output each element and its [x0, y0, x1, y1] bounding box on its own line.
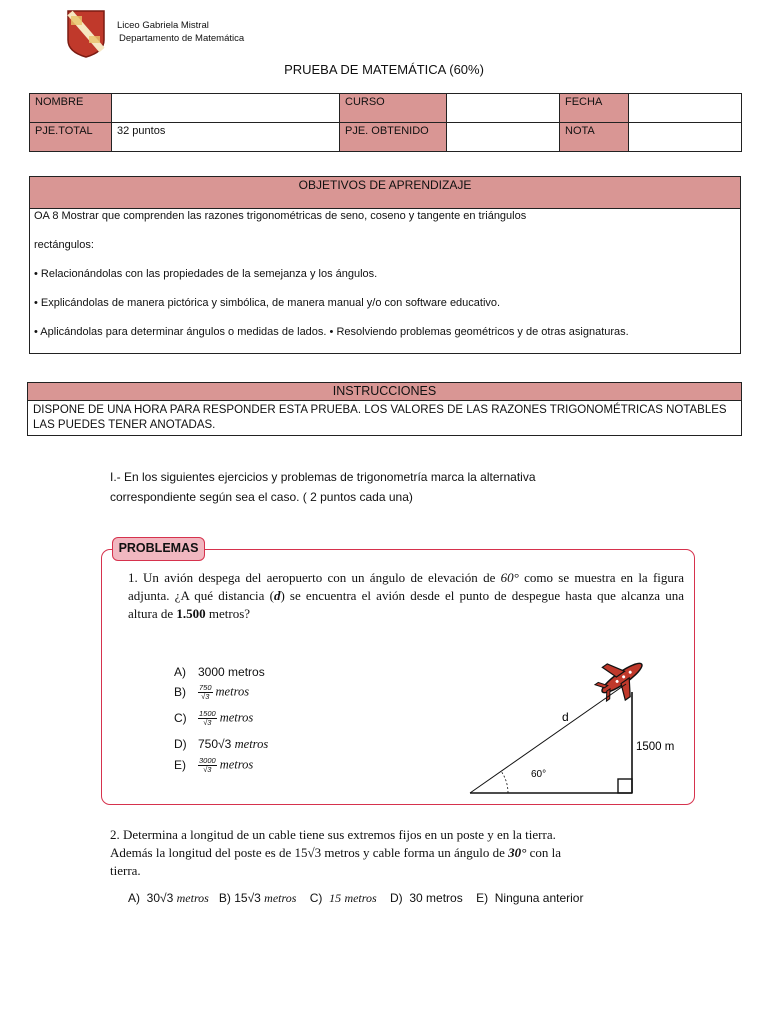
nota-label: NOTA [560, 123, 629, 152]
option-value: 15 [329, 891, 342, 905]
option-label: B) [218, 891, 231, 905]
nota-field[interactable] [629, 123, 742, 152]
option-label: C) [309, 891, 323, 905]
q1-variable: d [273, 588, 281, 603]
airplane-icon [589, 648, 653, 709]
option-value: 30√3 [146, 891, 174, 905]
fraction-denominator: √3 [203, 765, 212, 774]
option-unit: metros [215, 684, 250, 699]
q2-text: Además la longitud del poste es de [110, 845, 292, 860]
option-unit: metros [264, 891, 297, 905]
option-label: B) [174, 684, 186, 699]
objective-line: • Aplicándolas para determinar ángulos o medidas de lados. • Resolviendo problemas geométricos y de otras asignaturas. [34, 326, 629, 338]
instructions-text: DISPONE DE UNA HORA PARA RESPONDER ESTA PRUEBA. LOS VALORES DE LAS RAZONES TRIGONOMÉTRICAS NOTABLES LAS PUEDES TENER ANOTADAS. [33, 404, 727, 431]
fraction-denominator: √3 [203, 718, 212, 727]
objective-line: rectángulos: [34, 239, 94, 251]
q1-height: 1.500 [176, 606, 206, 621]
option-label: D) [390, 891, 403, 905]
intro-line: correspondiente según sea el caso. ( 2 puntos cada una) [110, 490, 413, 504]
nombre-field[interactable] [112, 94, 340, 123]
objectives-heading: OBJETIVOS DE APRENDIZAJE [30, 177, 740, 209]
q1-number: 1. [128, 570, 138, 585]
option-label: A) [128, 891, 140, 905]
fraction-numerator: 3000 [199, 756, 216, 765]
question-1 [128, 569, 684, 623]
q2-option-c[interactable] [310, 891, 377, 905]
q1-text: ) se encuentra el avión desde el punto de despegue hasta que alcanza una altura de [128, 588, 684, 621]
pje-obtenido-label: PJE. OBTENIDO [340, 123, 447, 152]
angle-arc [501, 771, 508, 793]
pje-obtenido-field[interactable] [447, 123, 560, 152]
q1-option-b[interactable] [174, 684, 249, 701]
school-name: Liceo Gabriela Mistral [117, 20, 209, 31]
curso-field[interactable] [447, 94, 560, 123]
q1-text: como se muestra en la figura adjunta. ¿A qué distancia ( [128, 570, 685, 603]
fecha-label: FECHA [560, 94, 629, 123]
q2-text: 2. Determina a longitud de un cable tiene sus extremos fijos en un poste y en la tierra. [110, 827, 556, 842]
q1-option-c[interactable] [174, 710, 253, 727]
instructions-heading: INSTRUCCIONES [28, 383, 741, 401]
fraction-denominator: √3 [201, 692, 210, 701]
q1-option-e[interactable] [174, 757, 253, 774]
option-unit: metros [219, 757, 254, 772]
fecha-field[interactable] [629, 94, 742, 123]
right-angle-marker [618, 779, 632, 793]
option-unit: metros [234, 737, 269, 751]
angle-label: 60° [531, 769, 547, 780]
q2-text: tierra. [110, 863, 141, 878]
department-name: Departamento de Matemática [119, 33, 245, 44]
option-value: 15√3 [234, 891, 261, 905]
q2-option-d[interactable] [390, 891, 463, 905]
hypotenuse-label: d [562, 710, 569, 724]
option-label: D) [174, 737, 187, 751]
student-info-table [29, 93, 742, 152]
q1-option-d[interactable] [174, 737, 268, 752]
q2-option-b[interactable] [219, 891, 297, 905]
problems-tag: PROBLEMAS [112, 537, 205, 561]
q2-options [128, 891, 583, 906]
option-value: 30 metros [409, 891, 463, 905]
pje-total-label: PJE.TOTAL [30, 123, 112, 152]
q2-pole-length: 15√3 [294, 845, 322, 860]
intro-line: I.- En los siguientes ejercicios y problemas de trigonometría marca la alternativa [110, 470, 536, 484]
option-value: Ninguna anterior [494, 891, 584, 905]
fraction-numerator: 750 [199, 683, 212, 692]
option-unit: metros [344, 891, 377, 905]
objective-line: • Relacionándolas con las propiedades de la semejanza y los ángulos. [34, 268, 378, 280]
pje-total-value: 32 puntos [112, 123, 340, 152]
q2-text: con la [529, 845, 561, 860]
question-2 [110, 826, 650, 880]
option-unit: metros [219, 710, 254, 725]
instructions-box [27, 382, 742, 436]
nombre-label: NOMBRE [30, 94, 112, 123]
option-text: 3000 metros [198, 665, 265, 679]
objectives-box [29, 176, 741, 354]
option-label: A) [174, 665, 186, 679]
q1-angle: 60° [500, 570, 519, 585]
test-title: PRUEBA DE MATEMÁTICA (60%) [284, 62, 484, 77]
q1-text: metros? [208, 606, 251, 621]
section-intro [110, 467, 610, 507]
option-text: 750√3 [198, 737, 232, 751]
fraction-numerator: 1500 [199, 709, 216, 718]
triangle-diagram [460, 648, 690, 798]
q2-angle: 30° [508, 845, 527, 860]
hypotenuse-line [470, 684, 626, 793]
objective-line: • Explicándolas de manera pictórica y simbólica, de manera manual y/o con software educativo. [34, 297, 501, 309]
objectives-body [30, 209, 740, 340]
option-label: E) [174, 757, 186, 772]
option-unit: metros [176, 891, 209, 905]
q1-text: Un avión despega del aeropuerto con un ángulo de elevación de [143, 570, 496, 585]
school-crest-logo [67, 10, 105, 58]
q2-option-e[interactable] [476, 891, 583, 905]
school-header [117, 19, 244, 45]
curso-label: CURSO [340, 94, 447, 123]
height-label: 1500 m [636, 741, 675, 753]
option-label: E) [476, 891, 489, 905]
q1-option-a[interactable] [174, 665, 265, 679]
q2-text: metros y cable forma un ángulo de [324, 845, 505, 860]
objective-line: OA 8 Mostrar que comprenden las razones trigonométricas de seno, coseno y tangente en triángulos [34, 210, 527, 222]
option-label: C) [174, 710, 187, 725]
q2-option-a[interactable] [128, 891, 209, 905]
